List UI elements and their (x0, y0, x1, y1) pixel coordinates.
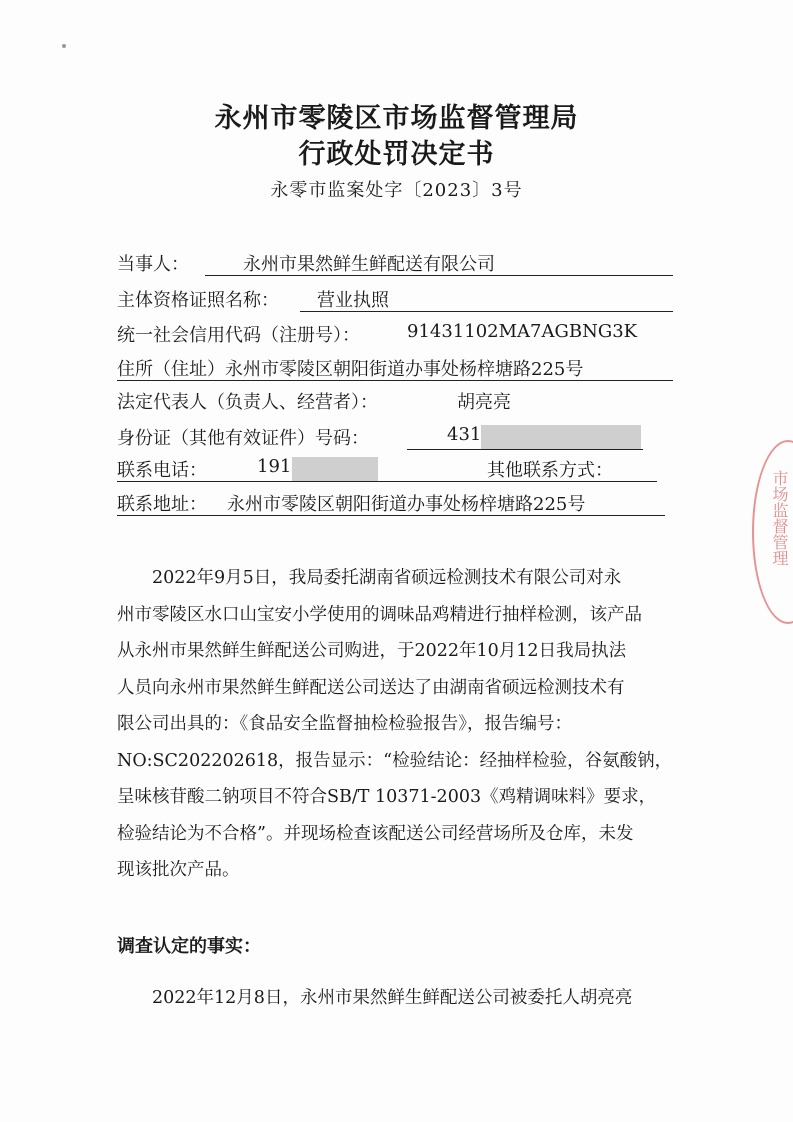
document-title: 行政处罚决定书 (298, 139, 495, 170)
redacted-id-block (481, 425, 641, 449)
phone-value: 191 (257, 456, 292, 477)
paragraph-line: 呈味核苷酸二钠项目不符合SB/T 10371-2003《鸡精调味料》要求， (117, 787, 657, 807)
party-row (117, 250, 673, 278)
contact-address-value: 永州市零陵区朝阳街道办事处杨梓塘路225号 (227, 494, 586, 515)
paragraph-line: 2022年9月5日，我局委托湖南省硕远检测技术有限公司对永 (117, 568, 622, 588)
findings-heading: 调查认定的事实： (117, 936, 261, 957)
paragraph-line: 现该批次产品。 (117, 860, 240, 880)
credit-value: 91431102MA7AGBNG3K (407, 321, 638, 342)
seal-text: 市场监督管理 (770, 470, 789, 566)
credit-row (117, 321, 673, 349)
paragraph-line: 限公司出具的：《食品安全监督抽检检验报告》，报告编号： (117, 714, 572, 734)
id-value: 431 (447, 424, 482, 445)
party-label: 当事人： (117, 254, 189, 275)
contact-address-label: 联系地址： (117, 494, 207, 515)
document-number: 永零市监案处字〔2023〕3号 (270, 180, 523, 201)
scan-mark (62, 44, 66, 48)
credit-label: 统一社会信用代码（注册号）： (117, 325, 360, 346)
address-row (117, 355, 673, 383)
license-value: 营业执照 (317, 290, 389, 311)
license-underline (300, 311, 673, 312)
license-label: 主体资格证照名称： (117, 290, 279, 311)
id-label: 身份证（其他有效证件）号码： (117, 428, 369, 449)
paragraph-line: 州市零陵区水口山宝安小学使用的调味品鸡精进行抽样检测，该产品 (117, 604, 642, 625)
id-underline (407, 449, 643, 450)
findings-paragraph (117, 980, 665, 1017)
address-value: 永州市零陵区朝阳街道办事处杨梓塘路225号 (225, 359, 584, 380)
paragraph-line: NO:SC202202618，报告显示：“检验结论：经抽样检验，谷氨酸钠， (117, 750, 673, 771)
phone-row (117, 456, 657, 484)
representative-value: 胡亮亮 (457, 392, 511, 413)
paragraph-line: 检验结论为不合格”。并现场检查该配送公司经营场所及仓库，未发 (117, 823, 634, 844)
paragraph-line: 人员向永州市果然鲜生鲜配送公司送达了由湖南省硕远检测技术有 (117, 677, 625, 698)
phone-label: 联系电话： (117, 460, 207, 481)
address-underline (117, 380, 673, 381)
issuer-title: 永州市零陵区市场监督管理局 (214, 103, 579, 134)
contact-address-row (117, 490, 665, 518)
paragraph-line: 2022年12月8日，永州市果然鲜生鲜配送公司被委托人胡亮亮 (117, 988, 633, 1008)
id-row (117, 424, 643, 452)
contact-address-underline (117, 515, 665, 516)
license-row (117, 286, 673, 314)
case-paragraph (117, 560, 673, 889)
paragraph-line: 从永州市果然鲜生鲜配送公司购进，于2022年10月12日我局执法 (117, 641, 627, 661)
party-value: 永州市果然鲜生鲜配送有限公司 (243, 254, 495, 275)
phone-underline (117, 481, 657, 482)
party-underline (205, 275, 673, 276)
other-contact-label: 其他联系方式： (487, 460, 613, 481)
representative-label: 法定代表人（负责人、经营者）： (117, 392, 378, 413)
address-label: 住所（住址） (117, 359, 225, 380)
representative-row (117, 388, 673, 416)
redacted-phone-block (292, 457, 378, 481)
